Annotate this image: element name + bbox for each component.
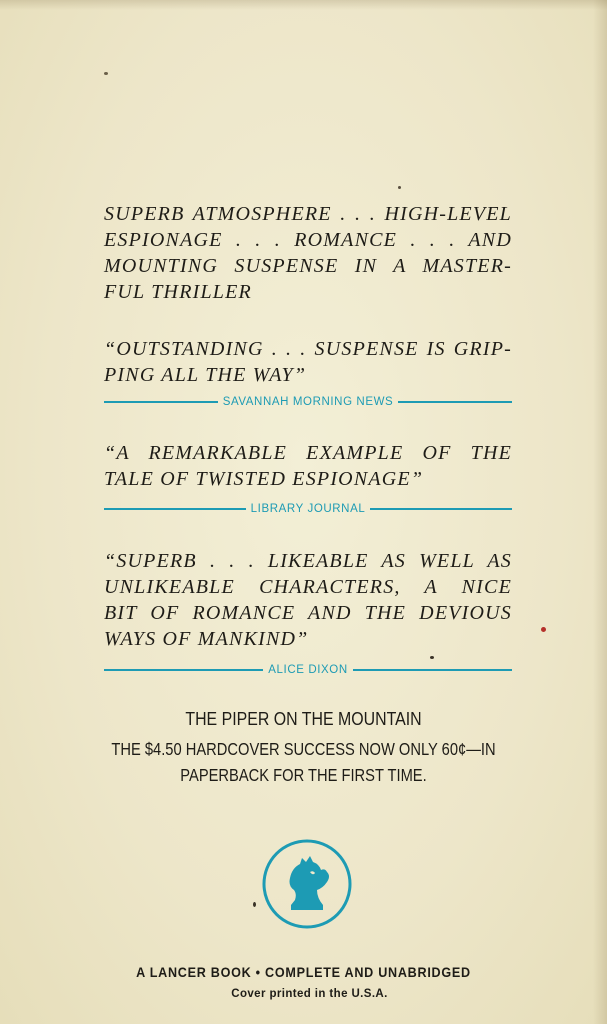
print-speck <box>398 186 401 189</box>
review-quote <box>104 440 512 492</box>
page-top-shadow <box>0 0 607 10</box>
quote-line: BIT OF ROMANCE AND THE DEVIOUS <box>104 602 512 624</box>
review-source: SAVANNAH MORNING NEWS <box>222 396 394 408</box>
quote-line: “A REMARKABLE EXAMPLE OF THE <box>104 442 512 464</box>
print-speck <box>104 72 108 75</box>
print-speck <box>253 902 256 907</box>
divider-rule <box>398 401 512 403</box>
blurb-line: MOUNTING SUSPENSE IN A MASTER- <box>104 255 512 277</box>
review-attribution <box>104 394 512 410</box>
book-title: THE PIPER ON THE MOUNTAIN <box>185 708 422 729</box>
page-edge-shadow <box>593 0 607 1024</box>
print-speck <box>541 627 546 632</box>
quote-line: TALE OF TWISTED ESPIONAGE” <box>104 468 424 490</box>
review-attribution <box>104 501 512 517</box>
quote-line: PING ALL THE WAY” <box>104 364 307 386</box>
divider-rule <box>353 669 512 671</box>
print-speck <box>430 656 434 659</box>
divider-rule <box>104 508 246 510</box>
divider-rule <box>370 508 512 510</box>
blurb-line: FUL THRILLER <box>104 281 252 303</box>
blurb-line: SUPERB ATMOSPHERE . . . HIGH-LEVEL <box>104 203 512 225</box>
divider-rule <box>104 669 263 671</box>
divider-rule <box>104 401 218 403</box>
cover-blurb <box>104 201 512 305</box>
quote-line: “SUPERB . . . LIKEABLE AS WELL AS <box>104 550 512 572</box>
review-source: LIBRARY JOURNAL <box>250 503 366 515</box>
knight-chess-piece-icon <box>261 838 353 930</box>
review-quote <box>104 336 512 388</box>
quote-line: UNLIKEABLE CHARACTERS, A NICE <box>104 576 512 598</box>
promo-line: PAPERBACK FOR THE FIRST TIME. <box>180 765 427 785</box>
blurb-line: ESPIONAGE . . . ROMANCE . . . AND <box>104 229 512 251</box>
review-source: ALICE DIXON <box>268 664 348 676</box>
review-quote <box>104 548 512 652</box>
quote-line: “OUTSTANDING . . . SUSPENSE IS GRIP- <box>104 338 512 360</box>
quote-line: WAYS OF MANKIND” <box>104 628 309 650</box>
review-attribution <box>104 662 512 678</box>
promo-line: THE $4.50 HARDCOVER SUCCESS NOW ONLY 60¢—IN <box>111 739 496 759</box>
publisher-line: A LANCER BOOK • COMPLETE AND UNABRIDGED <box>136 964 471 980</box>
printed-notice: Cover printed in the U.S.A. <box>231 988 388 1000</box>
